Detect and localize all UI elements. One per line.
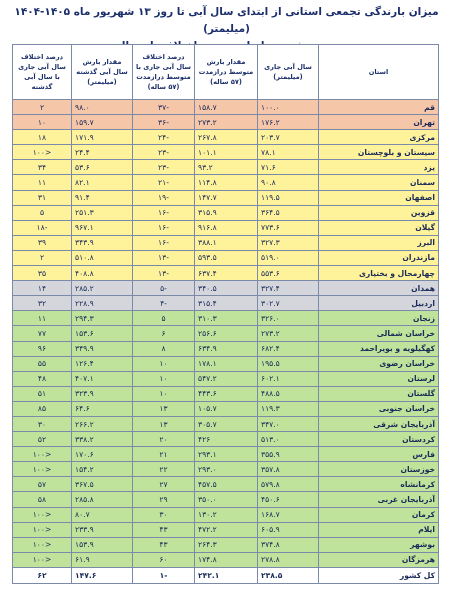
- last-year-cell: ۱۲۶.۴: [72, 356, 133, 371]
- current-cell: ۳۷۴.۸: [258, 537, 319, 552]
- normal-cell: ۳۰۵.۷: [195, 416, 258, 431]
- diff-normal-cell: ۵: [133, 311, 195, 326]
- province-cell: کرمان: [319, 507, 439, 522]
- last-year-cell: ۶۱.۹: [72, 552, 133, 567]
- table-row: [13, 235, 439, 250]
- current-cell: ۶۰۲.۱: [258, 371, 319, 386]
- header-current: سال آبی جاری (میلیمتر): [258, 45, 319, 100]
- last-year-cell: ۲۸۵.۲: [72, 281, 133, 296]
- normal-cell: ۳۱۰.۳: [195, 311, 258, 326]
- current-cell: ۷۱.۶: [258, 160, 319, 175]
- province-cell: کرمانشاه: [319, 477, 439, 492]
- table-row: [13, 130, 439, 145]
- total-last-year: ۱۴۷.۶: [72, 567, 133, 583]
- last-year-cell: ۲۴.۴: [72, 145, 133, 160]
- current-cell: ۱۱۹.۵: [258, 190, 319, 205]
- last-year-cell: ۲۳۳.۹: [72, 522, 133, 537]
- current-cell: ۹۰.۸: [258, 175, 319, 190]
- normal-cell: ۲۶۴.۳: [195, 537, 258, 552]
- last-year-cell: ۱۵۳.۶: [72, 326, 133, 341]
- normal-cell: ۱۰۱.۱: [195, 145, 258, 160]
- normal-cell: ۶۳۴.۹: [195, 341, 258, 356]
- rainfall-table: [12, 44, 439, 584]
- last-year-cell: ۲۵۱.۳: [72, 205, 133, 220]
- diff-normal-cell: ۸: [133, 341, 195, 356]
- diff-normal-cell: ۶: [133, 326, 195, 341]
- table-row: [13, 281, 439, 296]
- diff-last-cell: ۵۱: [13, 386, 72, 401]
- diff-last-cell: ۵۵: [13, 356, 72, 371]
- province-cell: قم: [319, 100, 439, 115]
- table-row: [13, 250, 439, 265]
- normal-cell: ۱۳۰.۲: [195, 507, 258, 522]
- current-cell: ۵۱۳.۰: [258, 432, 319, 447]
- normal-cell: ۲۷۳.۲: [195, 115, 258, 130]
- normal-cell: ۳۵۰.۰: [195, 492, 258, 507]
- diff-last-cell: ۳۹: [13, 235, 72, 250]
- current-cell: ۳۰۲.۷: [258, 296, 319, 311]
- diff-last-cell: ۱۴: [13, 281, 72, 296]
- table-row: [13, 220, 439, 235]
- province-cell: یزد: [319, 160, 439, 175]
- diff-last-cell: ۱۱: [13, 175, 72, 190]
- header-diff-last: درصد اختلاف سال آبی جاری با سال آبی گذشته: [13, 45, 72, 100]
- current-cell: ۳۲۶.۰: [258, 311, 319, 326]
- diff-last-cell: -۱۸: [13, 220, 72, 235]
- normal-cell: ۳۱۵.۹: [195, 205, 258, 220]
- diff-last-cell: ۳۱: [13, 190, 72, 205]
- province-cell: کهگیلویه و بویراحمد: [319, 341, 439, 356]
- diff-last-cell: <۱۰۰: [13, 145, 72, 160]
- last-year-cell: ۴۰۷.۱: [72, 371, 133, 386]
- normal-cell: ۱۰۵.۷: [195, 401, 258, 416]
- current-cell: ۲۰۳.۷: [258, 130, 319, 145]
- table-row: [13, 145, 439, 160]
- current-cell: ۲۷۸.۸: [258, 552, 319, 567]
- current-cell: ۱۶۸.۷: [258, 507, 319, 522]
- last-year-cell: ۲۸۵.۸: [72, 492, 133, 507]
- diff-normal-cell: ۱۰: [133, 386, 195, 401]
- diff-last-cell: ۴۸: [13, 371, 72, 386]
- header-last-year: مقدار بارش سال آبی گذشته (میلیمتر): [72, 45, 133, 100]
- current-cell: ۳۲۷.۳: [258, 235, 319, 250]
- diff-last-cell: <۱۰۰: [13, 462, 72, 477]
- table-row: [13, 432, 439, 447]
- diff-normal-cell: ۱۳: [133, 416, 195, 431]
- current-cell: ۱۹۵.۵: [258, 356, 319, 371]
- diff-normal-cell: -۳۷: [133, 100, 195, 115]
- last-year-cell: ۵۱۰.۸: [72, 250, 133, 265]
- diff-normal-cell: -۱۶: [133, 235, 195, 250]
- current-cell: ۳۵۵.۹: [258, 447, 319, 462]
- province-cell: اردبیل: [319, 296, 439, 311]
- province-cell: تهران: [319, 115, 439, 130]
- diff-last-cell: ۲: [13, 100, 72, 115]
- last-year-cell: ۳۶۷.۵: [72, 477, 133, 492]
- last-year-cell: ۹۱.۴: [72, 190, 133, 205]
- last-year-cell: ۳۴۳.۹: [72, 235, 133, 250]
- province-cell: قزوین: [319, 205, 439, 220]
- total-province: کل کشور: [319, 567, 439, 583]
- province-cell: گیلان: [319, 220, 439, 235]
- diff-last-cell: ۱۱: [13, 311, 72, 326]
- diff-normal-cell: ۲۲: [133, 462, 195, 477]
- current-cell: ۳۶۴.۵: [258, 205, 319, 220]
- table-row: [13, 537, 439, 552]
- diff-last-cell: ۱۰: [13, 115, 72, 130]
- table-row: [13, 160, 439, 175]
- last-year-cell: ۱۷۰.۶: [72, 447, 133, 462]
- diff-normal-cell: -۳۶: [133, 115, 195, 130]
- diff-last-cell: <۱۰۰: [13, 447, 72, 462]
- last-year-cell: ۲۹۴.۳: [72, 311, 133, 326]
- province-cell: مازندران: [319, 250, 439, 265]
- last-year-cell: ۲۲۸.۹: [72, 296, 133, 311]
- total-diff-normal: -۱: [133, 567, 195, 583]
- diff-normal-cell: -۱۶: [133, 220, 195, 235]
- current-cell: ۲۷۳.۲: [258, 326, 319, 341]
- diff-normal-cell: ۲۰: [133, 432, 195, 447]
- last-year-cell: ۱۵۹.۷: [72, 115, 133, 130]
- table-row: [13, 447, 439, 462]
- normal-cell: ۹۱۶.۸: [195, 220, 258, 235]
- diff-normal-cell: ۲۷: [133, 477, 195, 492]
- normal-cell: ۴۵۷.۵: [195, 477, 258, 492]
- last-year-cell: ۱۷۱.۹: [72, 130, 133, 145]
- table-row: [13, 416, 439, 431]
- table-row: [13, 356, 439, 371]
- last-year-cell: ۹۸.۰: [72, 100, 133, 115]
- province-cell: خراسان شمالی: [319, 326, 439, 341]
- current-cell: ۵۷۹.۸: [258, 477, 319, 492]
- normal-cell: ۱۷۴.۸: [195, 552, 258, 567]
- normal-cell: ۳۱۵.۴: [195, 296, 258, 311]
- table-row: [13, 371, 439, 386]
- diff-normal-cell: -۴: [133, 296, 195, 311]
- current-cell: ۴۵۰.۶: [258, 492, 319, 507]
- header-normal: مقدار بارش متوسط درازمدت (۵۷ ساله): [195, 45, 258, 100]
- province-cell: البرز: [319, 235, 439, 250]
- table-row: [13, 462, 439, 477]
- diff-last-cell: ۳۴: [13, 160, 72, 175]
- normal-cell: ۳۸۸.۱: [195, 235, 258, 250]
- diff-last-cell: ۵۲: [13, 432, 72, 447]
- last-year-cell: ۳۳۸.۲: [72, 432, 133, 447]
- province-cell: مرکزی: [319, 130, 439, 145]
- last-year-cell: ۱۵۴.۲: [72, 462, 133, 477]
- last-year-cell: ۳۲۳.۹: [72, 386, 133, 401]
- header-diff-normal: درصد اختلاف سال آبی جاری با متوسط درازمدت (۵۷ ساله): [133, 45, 195, 100]
- diff-last-cell: ۱۸: [13, 130, 72, 145]
- diff-last-cell: <۱۰۰: [13, 552, 72, 567]
- province-cell: گلستان: [319, 386, 439, 401]
- current-cell: ۷۷۳.۶: [258, 220, 319, 235]
- title-line-1: میزان بارندگی تجمعی استانی از ابتدای سال آبی تا روز ۱۳ شهریور ماه ۱۴۰۵-۱۴۰۴ (میلیمتر): [14, 6, 439, 35]
- last-year-cell: ۴۰۸.۸: [72, 266, 133, 281]
- table-row: [13, 386, 439, 401]
- province-cell: سیستان و بلوچستان: [319, 145, 439, 160]
- diff-last-cell: <۱۰۰: [13, 537, 72, 552]
- diff-normal-cell: ۳۰: [133, 507, 195, 522]
- current-cell: ۷۸.۱: [258, 145, 319, 160]
- table-row: [13, 296, 439, 311]
- table-row: [13, 311, 439, 326]
- province-cell: همدان: [319, 281, 439, 296]
- diff-normal-cell: -۱۳: [133, 266, 195, 281]
- last-year-cell: ۸۲.۱: [72, 175, 133, 190]
- diff-last-cell: ۳۰: [13, 416, 72, 431]
- diff-normal-cell: ۴۳: [133, 537, 195, 552]
- normal-cell: ۲۵۶.۶: [195, 326, 258, 341]
- normal-cell: ۴۲۶: [195, 432, 258, 447]
- table-row: [13, 401, 439, 416]
- diff-normal-cell: ۱۳: [133, 401, 195, 416]
- diff-last-cell: ۵۷: [13, 477, 72, 492]
- table-header-row: [13, 45, 439, 100]
- diff-last-cell: <۱۰۰: [13, 507, 72, 522]
- province-cell: خراسان رضوی: [319, 356, 439, 371]
- diff-normal-cell: -۲۳: [133, 160, 195, 175]
- header-province: استان: [319, 45, 439, 100]
- diff-normal-cell: -۲۳: [133, 145, 195, 160]
- total-current: ۲۳۸.۵: [258, 567, 319, 583]
- table-row: [13, 522, 439, 537]
- table-row: [13, 477, 439, 492]
- normal-cell: ۵۹۳.۵: [195, 250, 258, 265]
- province-cell: آذربایجان شرقی: [319, 416, 439, 431]
- diff-normal-cell: -۱۳: [133, 250, 195, 265]
- normal-cell: ۴۴۳.۶: [195, 386, 258, 401]
- normal-cell: ۵۴۷.۲: [195, 371, 258, 386]
- current-cell: ۳۴۷.۰: [258, 416, 319, 431]
- province-cell: هرمزگان: [319, 552, 439, 567]
- diff-last-cell: ۷۷: [13, 326, 72, 341]
- total-normal: ۲۴۲.۱: [195, 567, 258, 583]
- diff-normal-cell: -۱۹: [133, 190, 195, 205]
- current-cell: ۶۰۵.۹: [258, 522, 319, 537]
- diff-last-cell: ۸۵: [13, 401, 72, 416]
- normal-cell: ۶۳۷.۴: [195, 266, 258, 281]
- table-row: [13, 492, 439, 507]
- normal-cell: ۲۹۳.۱: [195, 447, 258, 462]
- last-year-cell: ۲۶۶.۲: [72, 416, 133, 431]
- current-cell: ۳۵۷.۸: [258, 462, 319, 477]
- last-year-cell: ۳۴۹.۹: [72, 341, 133, 356]
- last-year-cell: ۱۵۳.۹: [72, 537, 133, 552]
- table-row: [13, 115, 439, 130]
- diff-normal-cell: -۲۴: [133, 130, 195, 145]
- current-cell: ۴۸۸.۵: [258, 386, 319, 401]
- normal-cell: ۲۹۳.۰: [195, 462, 258, 477]
- province-cell: لرستان: [319, 371, 439, 386]
- table-row: [13, 266, 439, 281]
- province-cell: کردستان: [319, 432, 439, 447]
- diff-last-cell: ۳۲: [13, 296, 72, 311]
- table-row: [13, 205, 439, 220]
- current-cell: ۱۱۹.۳: [258, 401, 319, 416]
- table-row: [13, 100, 439, 115]
- province-cell: فارس: [319, 447, 439, 462]
- province-cell: خوزستان: [319, 462, 439, 477]
- table-body: [13, 100, 439, 568]
- province-cell: آذربایجان غربی: [319, 492, 439, 507]
- diff-last-cell: <۱۰۰: [13, 522, 72, 537]
- diff-normal-cell: ۲۹: [133, 492, 195, 507]
- last-year-cell: ۶۴.۶: [72, 401, 133, 416]
- current-cell: ۳۲۷.۴: [258, 281, 319, 296]
- province-cell: ایلام: [319, 522, 439, 537]
- table-row: [13, 507, 439, 522]
- province-cell: چهارمحال و بختیاری: [319, 266, 439, 281]
- diff-normal-cell: -۲۱: [133, 175, 195, 190]
- current-cell: ۵۱۹.۰: [258, 250, 319, 265]
- diff-normal-cell: ۱۰: [133, 371, 195, 386]
- normal-cell: ۹۳.۲: [195, 160, 258, 175]
- last-year-cell: ۸۰.۷: [72, 507, 133, 522]
- current-cell: ۱۷۶.۲: [258, 115, 319, 130]
- normal-cell: ۱۵۸.۷: [195, 100, 258, 115]
- table-row: [13, 552, 439, 567]
- diff-last-cell: ۳۵: [13, 266, 72, 281]
- diff-normal-cell: -۱۶: [133, 205, 195, 220]
- normal-cell: ۲۶۷.۸: [195, 130, 258, 145]
- province-cell: سمنان: [319, 175, 439, 190]
- normal-cell: ۱۴۷.۷: [195, 190, 258, 205]
- table-row: [13, 341, 439, 356]
- last-year-cell: ۵۳.۶: [72, 160, 133, 175]
- table-row: [13, 190, 439, 205]
- diff-last-cell: ۲: [13, 250, 72, 265]
- diff-last-cell: ۵: [13, 205, 72, 220]
- diff-normal-cell: ۱۰: [133, 356, 195, 371]
- total-row: [13, 567, 439, 583]
- diff-normal-cell: ۲۱: [133, 447, 195, 462]
- diff-last-cell: ۹۶: [13, 341, 72, 356]
- province-cell: اصفهان: [319, 190, 439, 205]
- diff-normal-cell: ۴۳: [133, 522, 195, 537]
- diff-normal-cell: -۵: [133, 281, 195, 296]
- table-row: [13, 175, 439, 190]
- normal-cell: ۴۷۲.۲: [195, 522, 258, 537]
- normal-cell: ۳۴۰.۵: [195, 281, 258, 296]
- current-cell: ۱۰۰.۰: [258, 100, 319, 115]
- last-year-cell: ۹۶۷.۱: [72, 220, 133, 235]
- total-diff-last: ۶۲: [13, 567, 72, 583]
- normal-cell: ۱۷۸.۱: [195, 356, 258, 371]
- diff-normal-cell: ۶۰: [133, 552, 195, 567]
- province-cell: زنجان: [319, 311, 439, 326]
- current-cell: ۶۸۲.۴: [258, 341, 319, 356]
- current-cell: ۵۵۳.۶: [258, 266, 319, 281]
- normal-cell: ۱۱۴.۸: [195, 175, 258, 190]
- table-row: [13, 326, 439, 341]
- province-cell: خراسان جنوبی: [319, 401, 439, 416]
- province-cell: بوشهر: [319, 537, 439, 552]
- diff-last-cell: ۵۸: [13, 492, 72, 507]
